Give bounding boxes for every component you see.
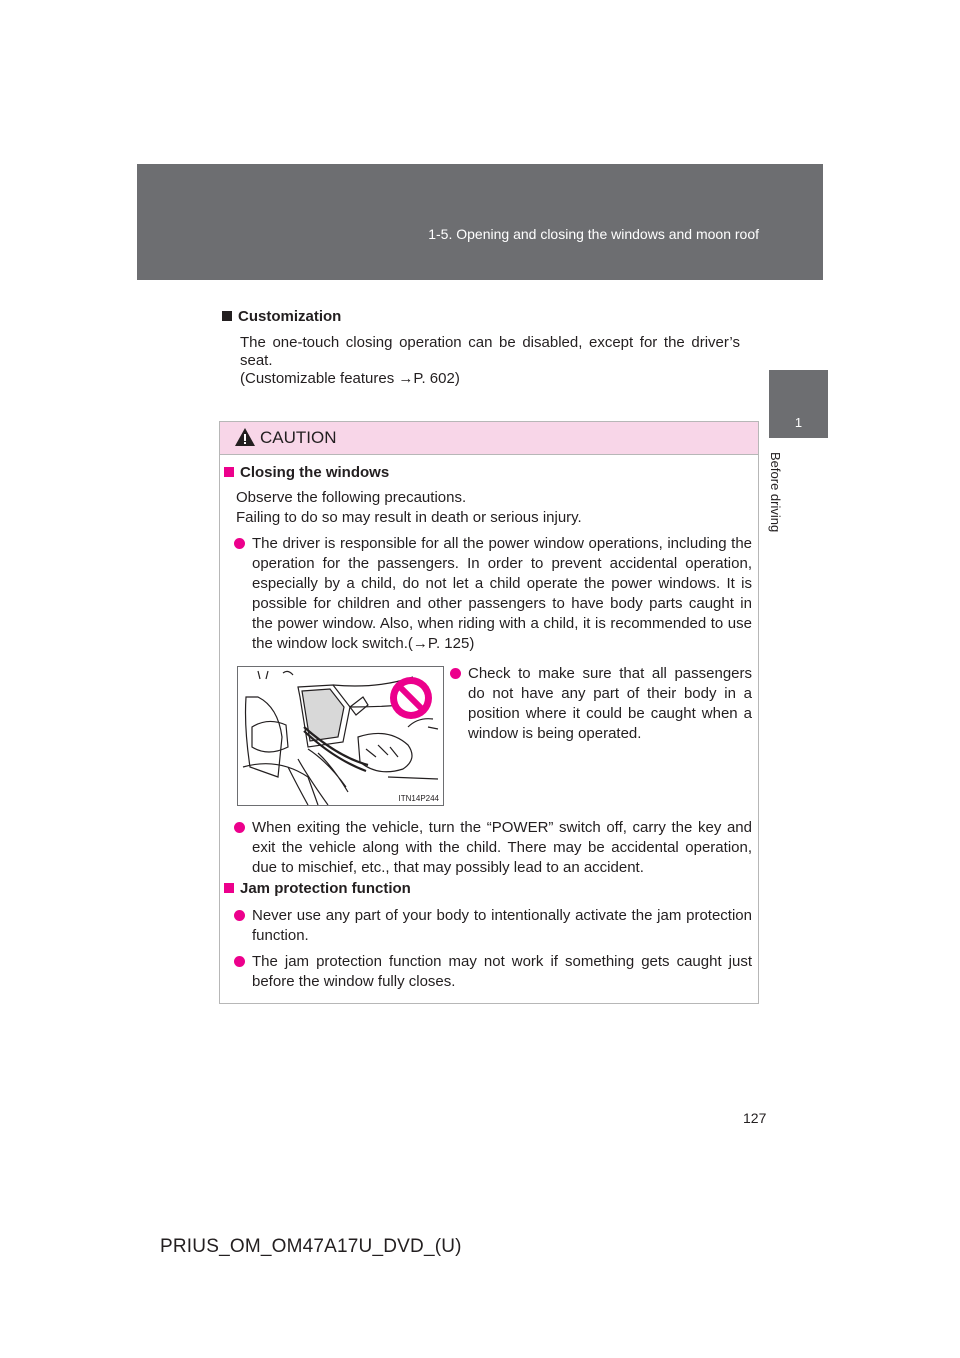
side-tab — [769, 370, 828, 438]
car-interior-illustration-icon — [238, 667, 443, 805]
chapter-title: 1-5. Opening and closing the windows and moon roof — [428, 226, 759, 242]
jam-bullet-2: The jam protection function may not work if something gets caught just before the window fully closes. — [252, 952, 752, 992]
closing-bullet-2: Check to make sure that all passengers do not have any part of their body in a position where it could be caught when a window is being operated. — [468, 664, 752, 744]
bullet-dot-icon — [450, 668, 461, 679]
illustration-code: ITN14P244 — [398, 794, 439, 803]
bullet-dot-icon — [234, 538, 245, 549]
bullet-dot-icon — [234, 956, 245, 967]
warning-triangle-icon — [234, 427, 256, 447]
caution-box — [219, 421, 759, 1004]
jam-bullet-1: Never use any part of your body to intentionally activate the jam protection function. — [252, 906, 752, 946]
bullet-dot-icon — [234, 910, 245, 921]
customization-heading: Customization — [222, 308, 341, 325]
closing-bullet-3: When exiting the vehicle, turn the “POWER” switch off, carry the key and exit the vehicle along with the child. There may be accidental operation, due to mischief, etc., that may possibly lead to an accident. — [252, 818, 752, 878]
caution-title: CAUTION — [260, 428, 337, 447]
square-bullet-icon — [224, 467, 234, 477]
footer-code: PRIUS_OM_OM47A17U_DVD_(U) — [160, 1236, 462, 1257]
jam-protection-heading: Jam protection function — [224, 880, 411, 897]
customization-text: The one-touch closing operation can be disabled, except for the driver’s seat. (Customizable features →P. 602) — [240, 334, 740, 387]
closing-windows-heading: Closing the windows — [224, 464, 389, 481]
square-bullet-icon — [224, 883, 234, 893]
side-tab-number: 1 — [794, 415, 803, 430]
page-number: 127 — [743, 1110, 767, 1126]
illustration-window-prohibition — [237, 666, 444, 806]
closing-bullet-1: The driver is responsible for all the power window operations, including the operation for the passengers. In order to prevent accidental operation, especially by a child, do not let a child operate the power windows. It is possible for children and other passengers to have body parts caught in the power window. Also, when riding with a child, it is recommended to use the window lock switch.(→P. 125) — [252, 534, 752, 654]
closing-intro-2: Failing to do so may result in death or serious injury. — [236, 509, 582, 526]
side-tab-label: Before driving — [768, 452, 783, 533]
square-bullet-icon — [222, 311, 232, 321]
caution-header — [220, 422, 758, 455]
header-band — [137, 164, 823, 280]
closing-intro-1: Observe the following precautions. — [236, 489, 467, 506]
bullet-dot-icon — [234, 822, 245, 833]
